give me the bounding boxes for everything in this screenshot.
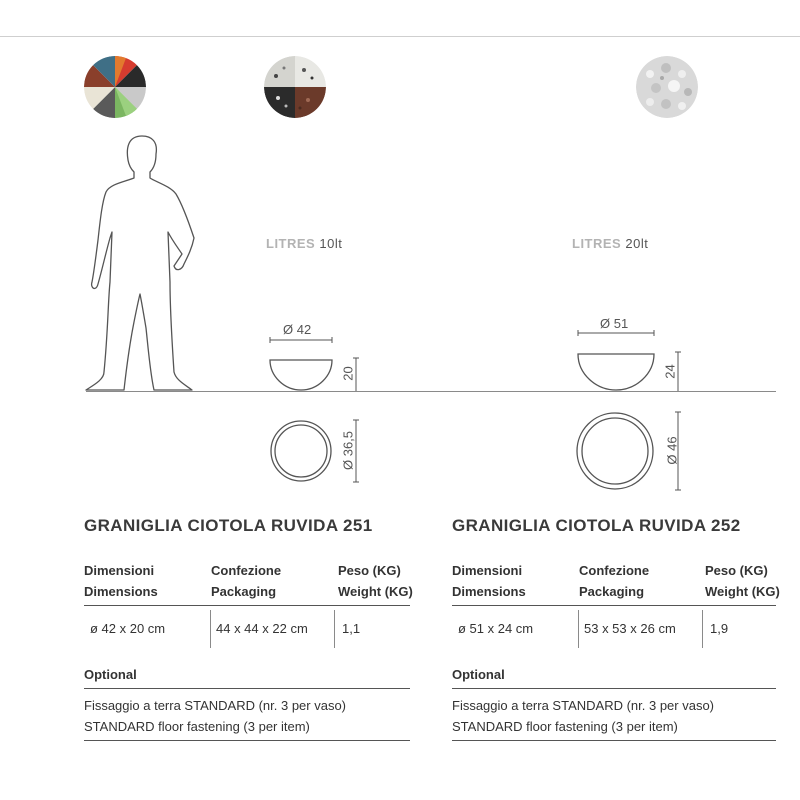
table-col-divider-252b xyxy=(702,610,703,648)
height-dimension-252: 24 xyxy=(662,364,678,379)
cell-weight-251: 1,1 xyxy=(342,621,361,636)
header-packaging-252: Confezione Packaging xyxy=(579,563,650,599)
optional-heading-252: Optional xyxy=(452,667,505,682)
table-rule-251 xyxy=(84,605,410,606)
optional-rule-top-252 xyxy=(452,688,776,689)
optional-rule-bottom-251 xyxy=(84,740,410,741)
litres-label-251: LITRES 10lt xyxy=(266,236,343,251)
width-dimension-251: Ø 42 xyxy=(283,322,312,337)
width-dim-line-251 xyxy=(270,337,332,343)
color-palette-swatch xyxy=(84,56,146,118)
base-dimension-252: Ø 46 xyxy=(664,436,680,465)
human-scale-figure xyxy=(84,132,200,394)
cell-packaging-252: 53 x 53 x 26 cm xyxy=(584,621,676,636)
product-title-252: GRANIGLIA CIOTOLA RUVIDA 252 xyxy=(452,516,741,535)
width-dim-line-252 xyxy=(578,330,654,336)
table-col-divider-251a xyxy=(210,610,211,648)
optional-heading-251: Optional xyxy=(84,667,137,682)
ground-line xyxy=(86,391,776,392)
optional-text-251: Fissaggio a terra STANDARD (nr. 3 per vaso) STANDARD floor fastening (3 per item) xyxy=(84,698,347,734)
header-weight-252: Peso (KG) Weight (KG) xyxy=(705,563,780,599)
terrazzo-swatch xyxy=(264,56,326,118)
optional-rule-bottom-252 xyxy=(452,740,776,741)
rough-texture-swatch xyxy=(636,56,698,118)
cell-dimensions-251: ø 42 x 20 cm xyxy=(90,621,166,636)
product-title-251: GRANIGLIA CIOTOLA RUVIDA 251 xyxy=(84,516,373,535)
table-col-divider-251b xyxy=(334,610,335,648)
width-dimension-252: Ø 51 xyxy=(600,316,629,331)
cell-dimensions-252: ø 51 x 24 cm xyxy=(458,621,534,636)
table-col-divider-252a xyxy=(578,610,579,648)
height-dimension-251: 20 xyxy=(340,366,356,381)
top-divider xyxy=(0,36,800,37)
bowl-top-view-251 xyxy=(270,420,332,482)
cell-packaging-251: 44 x 44 x 22 cm xyxy=(216,621,308,636)
optional-text-252: Fissaggio a terra STANDARD (nr. 3 per vaso) STANDARD floor fastening (3 per item) xyxy=(452,698,715,734)
optional-rule-top-251 xyxy=(84,688,410,689)
bowl-top-view-252 xyxy=(576,412,654,490)
litres-label-252: LITRES 20lt xyxy=(572,236,649,251)
header-packaging-251: Confezione Packaging xyxy=(211,563,282,599)
table-rule-252 xyxy=(452,605,776,606)
header-dimensions-252: Dimensioni Dimensions xyxy=(452,563,526,599)
bowl-side-view-252 xyxy=(576,352,656,392)
cell-weight-252: 1,9 xyxy=(710,621,729,636)
header-weight-251: Peso (KG) Weight (KG) xyxy=(338,563,413,599)
header-dimensions-251: Dimensioni Dimensions xyxy=(84,563,158,599)
bowl-side-view-251 xyxy=(268,358,334,392)
base-dimension-251: Ø 36,5 xyxy=(340,430,356,471)
